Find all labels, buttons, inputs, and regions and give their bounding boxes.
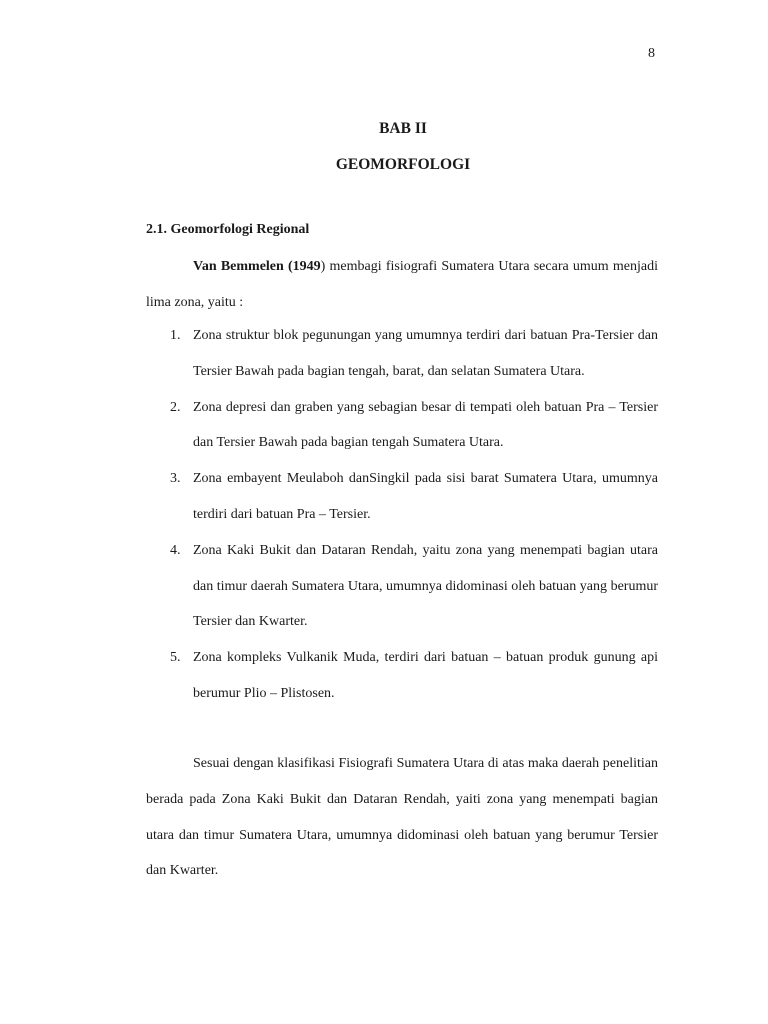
list-item-text: Zona kompleks Vulkanik Muda, terdiri dari batuan – batuan produk gunung api berumur Plio – Plistosen. — [193, 650, 658, 701]
page-number: 8 — [648, 46, 655, 61]
citation-author: Van Bemmelen — [193, 259, 284, 274]
list-item-number: 1. — [170, 328, 181, 343]
list-item-number: 4. — [170, 542, 181, 558]
chapter-heading — [0, 111, 768, 183]
zone-list — [146, 318, 658, 712]
chapter-title: GEOMORFOLOGI — [335, 156, 471, 173]
intro-text: ) membagi fisiografi Sumatera Utara secara umum menjadi lima zona, yaitu : — [146, 259, 658, 310]
list-item-number: 5. — [170, 650, 181, 666]
list-item — [146, 390, 658, 462]
section-heading: 2.1. Geomorfologi Regional — [146, 222, 310, 237]
list-item-text: Zona embayent Meulaboh danSingkil pada sisi barat Sumatera Utara, umumnya terdiri dari batuan Pra – Tersier. — [193, 471, 658, 522]
list-item-text: Zona struktur blok pegunungan yang umumnya terdiri dari batuan Pra-Tersier dan Tersier Bawah pada bagian tengah, barat, dan selatan Sumatera Utara. — [193, 328, 658, 379]
chapter-label: BAB II — [379, 120, 427, 137]
citation-open-paren: ( — [283, 259, 293, 274]
list-item — [146, 318, 658, 390]
list-item — [146, 533, 658, 640]
list-item-number: 3. — [170, 471, 181, 487]
list-item-number: 2. — [170, 399, 181, 415]
list-item — [146, 640, 658, 712]
conclusion-paragraph: Sesuai dengan klasifikasi Fisiografi Sumatera Utara di atas maka daerah penelitian berada pada Zona Kaki Bukit dan Dataran Rendah, yaiti zona yang menempati bagian utara dan timur Sumatera Utara, umumnya didominasi oleh batuan yang berumur Tersier dan Kwarter. — [146, 756, 658, 879]
citation-year: 1949 — [292, 259, 321, 274]
list-item-text: Zona depresi dan graben yang sebagian besar di tempati oleh batuan Pra – Tersier dan Tersier Bawah pada bagian tengah Sumatera Utara. — [193, 399, 658, 451]
list-item-text: Zona Kaki Bukit dan Dataran Rendah, yaitu zona yang menempati bagian utara dan timur daerah Sumatera Utara, umumnya didominasi oleh batuan yang berumur Tersier dan Kwarter. — [193, 542, 658, 630]
intro-paragraph — [146, 249, 658, 321]
list-item — [146, 461, 658, 533]
